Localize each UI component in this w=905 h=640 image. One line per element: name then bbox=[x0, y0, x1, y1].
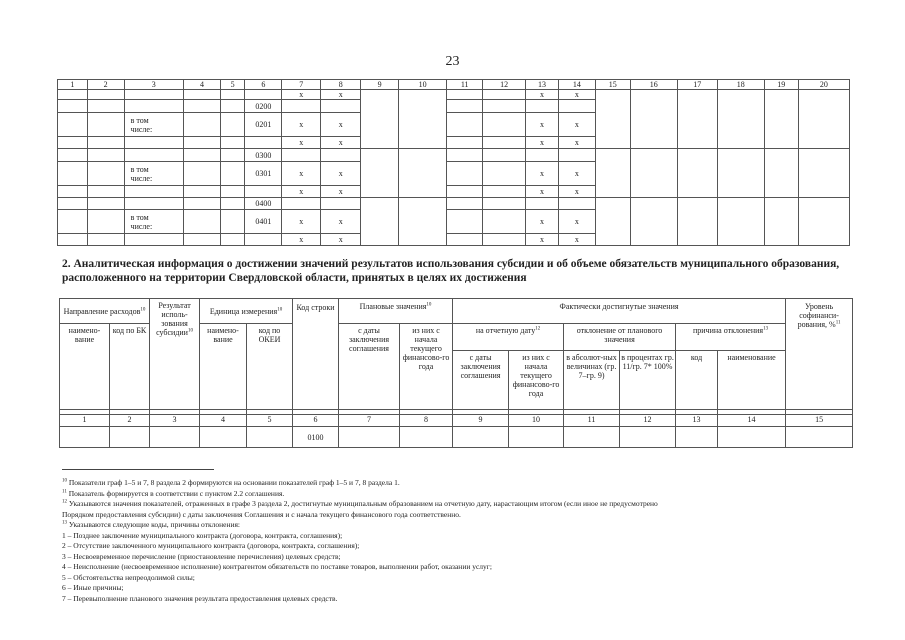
table-cell bbox=[717, 198, 764, 246]
table-cell bbox=[58, 100, 88, 113]
table-cell bbox=[677, 90, 717, 149]
table-cell bbox=[87, 234, 124, 246]
cell-x: x bbox=[321, 90, 361, 100]
header-kod-okei: код по ОКЕИ bbox=[247, 324, 293, 410]
table-cell bbox=[245, 137, 282, 149]
v-tom-label: в том bbox=[130, 164, 149, 174]
table-cell bbox=[677, 198, 717, 246]
table-cell bbox=[220, 186, 245, 198]
footnote-text: Указываются следующие коды, причины отклонения: bbox=[67, 520, 241, 529]
table-cell bbox=[798, 90, 849, 149]
table-cell bbox=[483, 198, 526, 210]
column-number: 6 bbox=[245, 80, 282, 90]
table-cell bbox=[717, 149, 764, 198]
header-s-daty-fact: с даты заключения соглашения bbox=[453, 351, 509, 410]
row-code: 0300 bbox=[245, 149, 282, 162]
column-number: 11 bbox=[564, 415, 620, 427]
table-cell bbox=[245, 90, 282, 100]
header-naimenovanie-full: наименование bbox=[718, 351, 786, 410]
row-code: 0401 bbox=[245, 210, 282, 234]
table-cell bbox=[58, 90, 88, 100]
column-number: 5 bbox=[220, 80, 245, 90]
table-cell bbox=[124, 234, 183, 246]
table-cell bbox=[321, 198, 361, 210]
table-cell bbox=[220, 234, 245, 246]
cell-x: x bbox=[321, 210, 361, 234]
header-planovye: Плановые значения$^{10}$ bbox=[339, 299, 453, 324]
table-cell bbox=[630, 90, 677, 149]
table-cell bbox=[361, 149, 399, 198]
footnote-line bbox=[62, 594, 862, 605]
table-cell bbox=[483, 149, 526, 162]
table-cell bbox=[718, 427, 786, 448]
table-cell bbox=[87, 198, 124, 210]
cell-x: x bbox=[282, 90, 321, 100]
table-cell bbox=[282, 198, 321, 210]
column-number: 12 bbox=[483, 80, 526, 90]
table-cell bbox=[786, 427, 853, 448]
row-code: 0301 bbox=[245, 162, 282, 186]
footnote-text: Показатели граф 1–5 и 7, 8 раздела 2 формируются на основании показателей граф 1–5 и 7, 8 раздела 1. bbox=[67, 478, 400, 487]
table-cell bbox=[798, 198, 849, 246]
column-number: 6 bbox=[293, 415, 339, 427]
footnote-text: 7 – Перевыполнение планового значения результата предоставления целевых средств. bbox=[62, 593, 338, 603]
column-number: 3 bbox=[124, 80, 183, 90]
header-edinica: Единица измерения$^{10}$ bbox=[200, 299, 293, 324]
table-cell bbox=[200, 427, 247, 448]
cell-x: x bbox=[321, 186, 361, 198]
table-cell bbox=[447, 90, 483, 100]
table-cell bbox=[677, 149, 717, 198]
column-number: 4 bbox=[184, 80, 221, 90]
table-cell bbox=[400, 427, 453, 448]
column-number: 11 bbox=[447, 80, 483, 90]
header-naimenovanie: наимено-вание bbox=[60, 324, 110, 410]
header-napravlenie: Направление расходов$^{10}$ bbox=[60, 299, 150, 324]
table-cell bbox=[483, 210, 526, 234]
header-otklonenie: отклонение от планового значения bbox=[564, 324, 676, 351]
table-cell bbox=[558, 149, 595, 162]
table-cell bbox=[220, 210, 245, 234]
table-cell bbox=[361, 90, 399, 149]
table-cell bbox=[321, 100, 361, 113]
table-cell bbox=[124, 137, 183, 149]
footnote-line bbox=[62, 520, 862, 531]
table-cell bbox=[595, 149, 630, 198]
table-cell bbox=[58, 198, 88, 210]
table-cell bbox=[361, 198, 399, 246]
table-cell bbox=[58, 113, 88, 137]
cell-x: x bbox=[558, 137, 595, 149]
table-cell bbox=[447, 113, 483, 137]
footnote-line bbox=[62, 562, 862, 573]
table-cell bbox=[184, 234, 221, 246]
table-cell bbox=[184, 162, 221, 186]
table-cell bbox=[282, 100, 321, 113]
footnote-line bbox=[62, 499, 862, 510]
table-cell bbox=[87, 100, 124, 113]
table-header-row bbox=[58, 80, 850, 90]
table-cell bbox=[630, 149, 677, 198]
table-cell bbox=[399, 198, 447, 246]
table-row bbox=[60, 427, 853, 448]
cell-x: x bbox=[526, 113, 559, 137]
footnote-line bbox=[62, 541, 862, 552]
column-number: 15 bbox=[595, 80, 630, 90]
table-cell bbox=[124, 100, 183, 113]
table-cell bbox=[87, 90, 124, 100]
table-cell bbox=[87, 149, 124, 162]
column-number: 8 bbox=[321, 80, 361, 90]
column-number: 9 bbox=[361, 80, 399, 90]
table-cell bbox=[124, 186, 183, 198]
column-number: 3 bbox=[150, 415, 200, 427]
column-number: 16 bbox=[630, 80, 677, 90]
table-cell bbox=[764, 90, 798, 149]
cell-x: x bbox=[282, 113, 321, 137]
section-title: 2. Аналитическая информация о достижении значений результатов использования субсидии и об объеме обязательств муниципального образования, расположенного на территории Свердловской области, принятых в целях их достижения bbox=[62, 258, 840, 284]
table-cell bbox=[447, 162, 483, 186]
table-row bbox=[58, 90, 850, 100]
cell-x: x bbox=[526, 137, 559, 149]
row-code: 0201 bbox=[245, 113, 282, 137]
cell-x: x bbox=[558, 90, 595, 100]
table-cell bbox=[447, 210, 483, 234]
footnote-text: 4 – Неисполнение (несвоевременное исполнение) контрагентом обязательств по поставке товаров, выполнении работ, оказании услуг; bbox=[62, 562, 492, 571]
cell-x: x bbox=[282, 137, 321, 149]
footnotes bbox=[62, 478, 862, 604]
table-cell bbox=[184, 113, 221, 137]
table-cell bbox=[87, 137, 124, 149]
table-cell bbox=[595, 90, 630, 149]
table-cell bbox=[447, 137, 483, 149]
cell-x: x bbox=[526, 162, 559, 186]
table-cell bbox=[184, 186, 221, 198]
footnote-line bbox=[62, 531, 862, 542]
header-kod: код bbox=[676, 351, 718, 410]
column-number: 8 bbox=[400, 415, 453, 427]
footnote-marker: 11 bbox=[62, 489, 67, 494]
column-number: 12 bbox=[620, 415, 676, 427]
table-cell bbox=[321, 149, 361, 162]
table-cell bbox=[87, 186, 124, 198]
table-cell bbox=[58, 149, 88, 162]
header-prichina: причина отклонения$^{13}$ bbox=[676, 324, 786, 351]
footnote-separator bbox=[62, 469, 214, 470]
continuation-table bbox=[57, 79, 850, 246]
table-cell bbox=[220, 90, 245, 100]
footnote-line bbox=[62, 489, 862, 500]
table-cell bbox=[58, 162, 88, 186]
chisle-label: числе: bbox=[130, 221, 153, 231]
header-iz-nih-fact: из них с начала текущего финансово-го года bbox=[509, 351, 564, 410]
cell-x: x bbox=[321, 137, 361, 149]
table-cell bbox=[483, 90, 526, 100]
table-cell bbox=[245, 234, 282, 246]
footnote-line bbox=[62, 573, 862, 584]
table-cell bbox=[184, 100, 221, 113]
column-number: 10 bbox=[509, 415, 564, 427]
footnote-text: 6 – Иные причины; bbox=[62, 583, 124, 592]
table-cell bbox=[447, 234, 483, 246]
table-cell bbox=[110, 427, 150, 448]
header-rezultat: Результат исполь-зования субсидии$^{10}$ bbox=[150, 299, 200, 410]
table-cell bbox=[453, 427, 509, 448]
table-cell bbox=[399, 149, 447, 198]
table-cell bbox=[220, 149, 245, 162]
column-number: 10 bbox=[399, 80, 447, 90]
header-kod-bk: код по БК bbox=[110, 324, 150, 410]
header-naimenovanie-unit: наимено-вание bbox=[200, 324, 247, 410]
table-cell bbox=[399, 90, 447, 149]
header-na-otchetnuyu: на отчетную дату$^{12}$ bbox=[453, 324, 564, 351]
table-cell bbox=[717, 90, 764, 149]
table-cell bbox=[87, 113, 124, 137]
column-number: 4 bbox=[200, 415, 247, 427]
table-cell bbox=[124, 149, 183, 162]
footnote-text: Показатель формируется в соответствии с пунктом 2.2 соглашения. bbox=[66, 488, 285, 498]
header-fakticheski: Фактически достигнутые значения bbox=[453, 299, 786, 324]
column-number-row bbox=[60, 415, 853, 427]
page-number: 23 bbox=[445, 54, 460, 69]
table-cell bbox=[483, 162, 526, 186]
table-cell bbox=[245, 186, 282, 198]
v-tom-label: в том bbox=[130, 115, 149, 125]
footnote-marker: 10 bbox=[62, 478, 67, 484]
table-cell bbox=[595, 198, 630, 246]
header-s-daty: с даты заключения соглашения bbox=[339, 324, 400, 410]
cell-x: x bbox=[558, 113, 595, 137]
column-number: 9 bbox=[453, 415, 509, 427]
chisle-label: числе: bbox=[130, 124, 153, 134]
table-cell bbox=[184, 137, 221, 149]
table-cell bbox=[526, 149, 559, 162]
table-cell bbox=[483, 137, 526, 149]
column-number: 7 bbox=[282, 80, 321, 90]
column-number: 7 bbox=[339, 415, 400, 427]
cell-x: x bbox=[282, 234, 321, 246]
table-cell bbox=[526, 100, 559, 113]
table-cell bbox=[58, 137, 88, 149]
table-cell bbox=[630, 198, 677, 246]
table-cell bbox=[558, 198, 595, 210]
column-number: 14 bbox=[718, 415, 786, 427]
column-number: 2 bbox=[87, 80, 124, 90]
column-number: 15 bbox=[786, 415, 853, 427]
table-cell bbox=[764, 198, 798, 246]
cell-x: x bbox=[526, 186, 559, 198]
table-row bbox=[58, 149, 850, 162]
cell-x: x bbox=[526, 234, 559, 246]
table-cell bbox=[676, 427, 718, 448]
table-cell bbox=[447, 149, 483, 162]
v-tom-label: в том bbox=[130, 212, 149, 222]
chisle-label: числе: bbox=[130, 173, 153, 183]
table-cell bbox=[447, 100, 483, 113]
column-number: 13 bbox=[526, 80, 559, 90]
cell-x: x bbox=[526, 210, 559, 234]
header-v-absolyutnyh: в абсолют-ных величинах (гр. 7–гр. 9) bbox=[564, 351, 620, 410]
cell-x: x bbox=[558, 234, 595, 246]
table-cell bbox=[509, 427, 564, 448]
table-cell bbox=[447, 198, 483, 210]
table-cell bbox=[184, 149, 221, 162]
footnote-marker: 13 bbox=[62, 520, 67, 526]
table-cell bbox=[124, 90, 183, 100]
table-cell bbox=[184, 90, 221, 100]
header-iz-nih: из них с начала текущего финансово-го года bbox=[400, 324, 453, 410]
table-cell bbox=[124, 210, 183, 234]
table-cell bbox=[483, 186, 526, 198]
table-cell bbox=[58, 186, 88, 198]
header-uroven: Уровень софинанси-рования, %$^{11}$ bbox=[786, 299, 853, 410]
cell-x: x bbox=[321, 162, 361, 186]
table-cell bbox=[124, 113, 183, 137]
cell-x: x bbox=[526, 90, 559, 100]
header-v-procentah: в процентах гр. 11/гр. 7* 100% bbox=[620, 351, 676, 410]
table-cell bbox=[564, 427, 620, 448]
table-cell bbox=[483, 113, 526, 137]
table-cell bbox=[339, 427, 400, 448]
table-cell bbox=[220, 100, 245, 113]
table-cell bbox=[483, 100, 526, 113]
column-number: 1 bbox=[60, 415, 110, 427]
table-cell bbox=[60, 427, 110, 448]
table-cell bbox=[247, 427, 293, 448]
row-code: 0400 bbox=[245, 198, 282, 210]
cell-x: x bbox=[282, 210, 321, 234]
column-number: 14 bbox=[558, 80, 595, 90]
footnote-line bbox=[62, 583, 862, 594]
table-cell bbox=[220, 198, 245, 210]
table-cell bbox=[220, 137, 245, 149]
header-kod-stroki: Код строки bbox=[293, 299, 339, 410]
column-number: 5 bbox=[247, 415, 293, 427]
cell-x: x bbox=[558, 210, 595, 234]
table-cell bbox=[184, 210, 221, 234]
table-cell bbox=[220, 113, 245, 137]
column-number: 17 bbox=[677, 80, 717, 90]
table-cell bbox=[764, 149, 798, 198]
column-number: 2 bbox=[110, 415, 150, 427]
footnote-text: 1 – Позднее заключение муниципального контракта (договора, контракта, соглашения); bbox=[62, 530, 343, 540]
table-cell bbox=[124, 162, 183, 186]
row-code: 0100 bbox=[293, 427, 339, 448]
table-cell bbox=[282, 149, 321, 162]
table-cell bbox=[58, 234, 88, 246]
table-cell bbox=[150, 427, 200, 448]
table-cell bbox=[558, 100, 595, 113]
footnote-line bbox=[62, 478, 862, 489]
table-cell bbox=[87, 210, 124, 234]
footnote-line bbox=[62, 510, 862, 521]
footnote-text: 5 – Обстоятельства непреодолимой силы; bbox=[62, 572, 195, 582]
column-number: 20 bbox=[798, 80, 849, 90]
footnote-marker: 12 bbox=[62, 499, 67, 505]
analytics-table bbox=[59, 298, 853, 448]
row-code: 0200 bbox=[245, 100, 282, 113]
footnote-text: 2 – Отсутствие заключенного муниципального контракта (договора, контракта, соглашения); bbox=[62, 541, 360, 550]
footnote-text: Указываются значения показателей, отраженных в графе 3 раздела 2, достигнутые муниципальным образованием на отчетную дату, нарастающим итогом (если иное не предусмотрено bbox=[67, 499, 658, 508]
table-cell bbox=[184, 198, 221, 210]
table-cell bbox=[124, 198, 183, 210]
table-cell bbox=[220, 162, 245, 186]
cell-x: x bbox=[321, 113, 361, 137]
table-cell bbox=[58, 210, 88, 234]
cell-x: x bbox=[321, 234, 361, 246]
footnote-line bbox=[62, 552, 862, 563]
table-row bbox=[58, 198, 850, 210]
table-cell bbox=[483, 234, 526, 246]
cell-x: x bbox=[282, 162, 321, 186]
table-cell bbox=[798, 149, 849, 198]
cell-x: x bbox=[282, 186, 321, 198]
footnote-text: Порядком предоставления субсидии) с даты заключения Соглашения и с начала текущего финансового года соответственно. bbox=[62, 509, 461, 519]
table-cell bbox=[620, 427, 676, 448]
column-number: 1 bbox=[58, 80, 88, 90]
column-number: 18 bbox=[717, 80, 764, 90]
table-cell bbox=[526, 198, 559, 210]
table-cell bbox=[447, 186, 483, 198]
column-number: 19 bbox=[764, 80, 798, 90]
footnote-text: 3 – Несвоевременное перечисление (приостановление перечисления) целевых средств; bbox=[62, 551, 341, 561]
table-cell bbox=[87, 162, 124, 186]
column-number: 13 bbox=[676, 415, 718, 427]
cell-x: x bbox=[558, 162, 595, 186]
cell-x: x bbox=[558, 186, 595, 198]
